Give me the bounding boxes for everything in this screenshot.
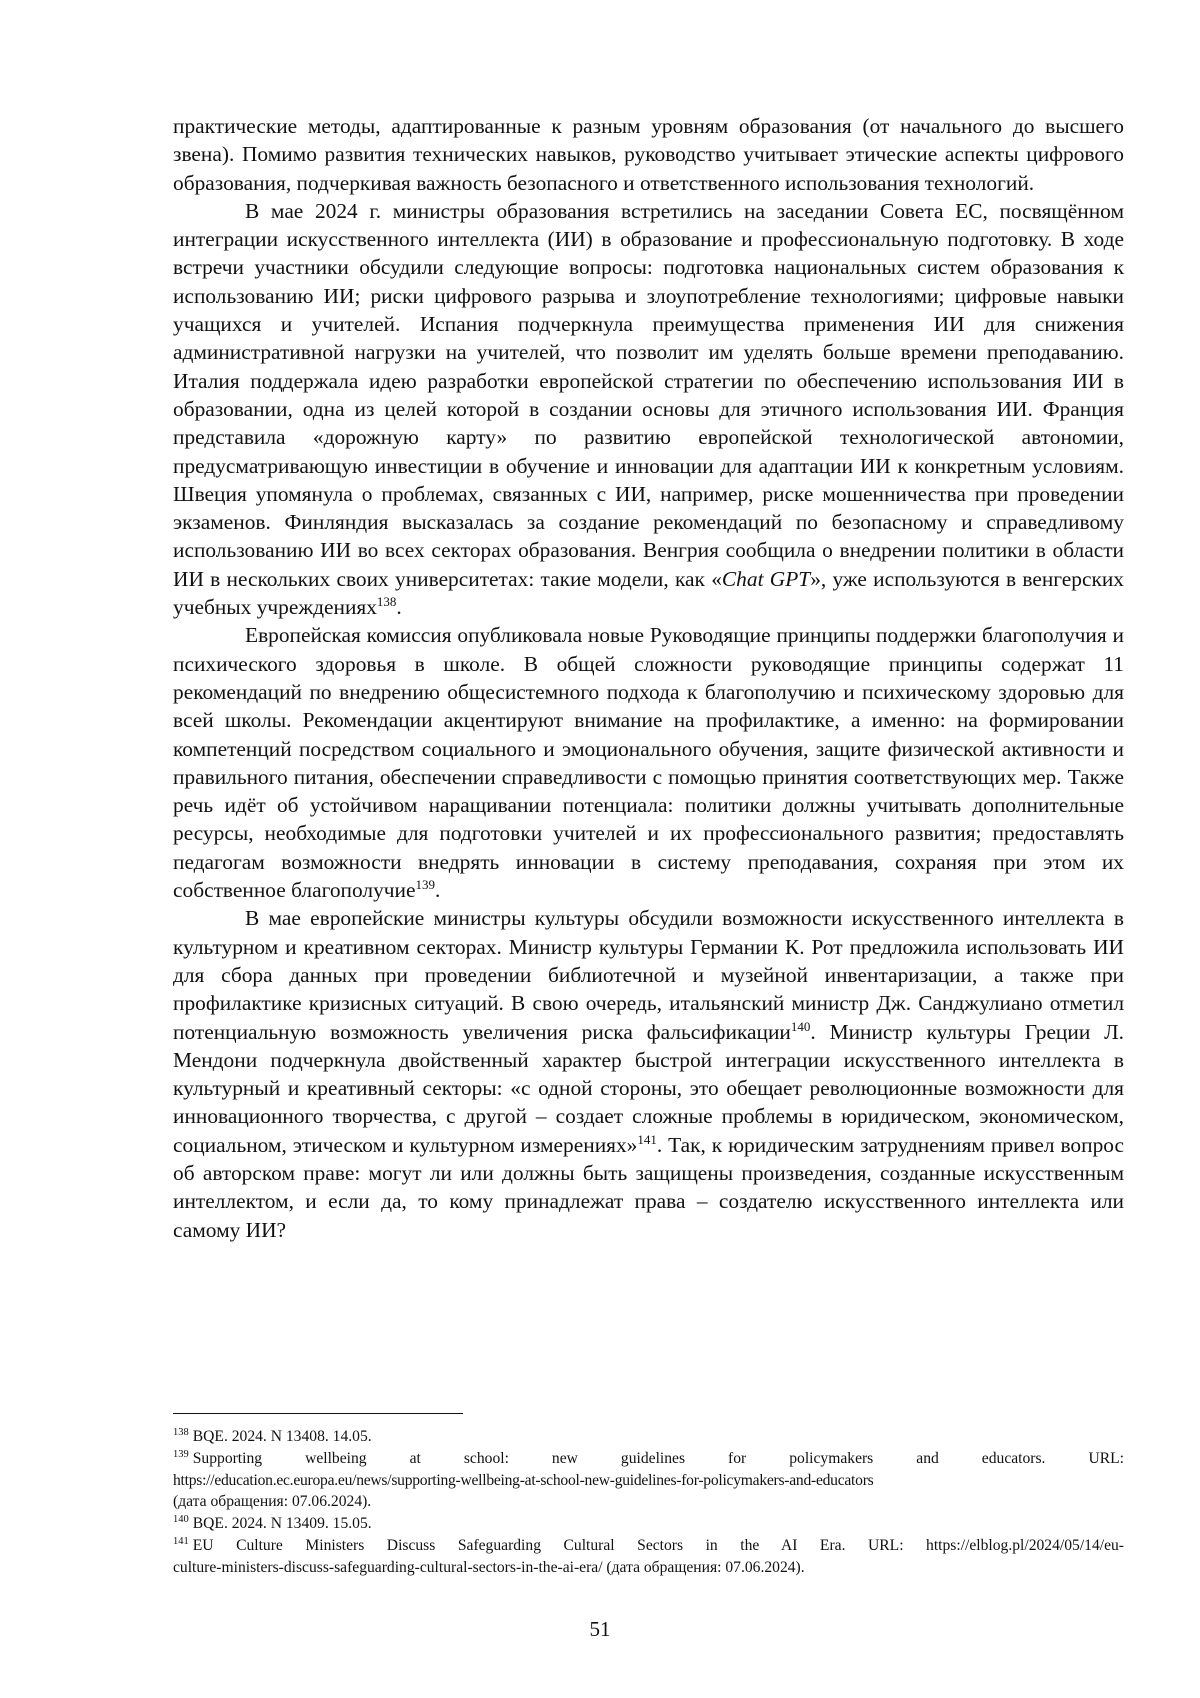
paragraph-text: . Так, к юридическим затруднениям привел вопрос об авторском праве: могут ли или должны быть защищены произведения, созданные искусственным интеллектом, и если да, то кому принадлежат права – создателю искусственного интеллекта или самому ИИ? [173,1132,1124,1242]
footnote-139 [173,1448,1124,1470]
footnote-number: 139 [173,1448,189,1460]
footnote-ref-138[interactable]: 138 [376,593,397,609]
footnote-number: 141 [173,1535,189,1547]
footnote-141-cont[interactable]: culture-ministers-discuss-safeguarding-cultural-sectors-in-the-ai-era/ (дата обращения: 07.06.2024). [173,1558,805,1576]
footnote-ref-140[interactable]: 140 [790,1018,811,1034]
footnotes [173,1426,1124,1579]
chat-gpt-italic: Chat GPT [721,566,811,591]
footnote-141 [173,1535,1124,1557]
footnote-separator [173,1413,463,1414]
paragraph-end: . [396,595,402,620]
footnote-text: BQE. 2024. N 13409. 15.05. [192,1515,372,1533]
footnote-139-date: (дата обращения: 07.06.2024). [173,1493,372,1511]
paragraph-text: », уже используются в венгерских учебных учреждениях [173,566,1124,620]
footnote-139-url[interactable]: https://education.ec.europa.eu/news/supporting-wellbeing-at-school-new-guidelines-for-policymakers-and-educators [173,1471,874,1489]
footnote-number: 138 [173,1426,189,1438]
paragraph-text: Европейская комиссия опубликовала новые Руководящие принципы поддержки благополучия и психического здоровья в школе. В общей сложности руководящие принципы содержат 11 рекомендаций по внедрению общесистемного подхода к благополучию и психическому здоровью для всей школы. Рекомендации акцентируют внимание на профилактике, а именно: на формировании компетенций посредством социального и эмоционального обучения, защите физической активности и правильного питания, обеспечении справедливости с помощью принятия соответствующих мер. Также речь идёт об устойчивом наращивании потенциала: политики должны учитывать дополнительные ресурсы, необходимые для подготовки учителей и их профессионального развития; предоставлять педагогам возможности внедрять инновации в систему преподавания, сохраняя при этом их собственное благополучие [173,623,1124,903]
paragraph-text: В мае 2024 г. министры образования встретились на заседании Совета ЕС, посвящённом интеграции искусственного интеллекта (ИИ) в образование и профессиональную подготовку. В ходе встречи участники обсудили следующие вопросы: подготовка национальных систем образования к использованию ИИ; риски цифрового разрыва и злоупотребление технологиями; цифровые навыки учащихся и учителей. Испания подчеркнула преимущества применения ИИ для снижения административной нагрузки на учителей, что позволит им уделять больше времени преподаванию. Италия поддержала идею разработки европейской стратегии по обеспечению использования ИИ в образовании, одна из целей которой в создании основы для этичного использования ИИ. Франция представила «дорожную карту» по развитию европейской технологической автономии, предусматривающую инвестиции в обучение и инновации для адаптации ИИ к конкретным условиям. Швеция упомянула о проблемах, связанных с ИИ, например, риске мошенничества при проведении экзаменов. Финляндия высказалась за создание рекомендаций по безопасному и справедливому использованию ИИ во всех секторах образования. Венгрия сообщила о внедрении политики в области ИИ в нескольких своих университетах: такие модели, как « [173,198,1124,591]
footnote-ref-141[interactable]: 141 [637,1131,657,1147]
paragraph-culture-ministers [173,904,1124,1244]
paragraph-text: В мае европейские министры культуры обсудили возможности искусственного интеллекта в культурном и креативном секторах. Министр культуры Германии К. Рот предложила использовать ИИ для сбора данных при проведении библиотечной и музейной инвентаризации, а также при профилактике кризисных ситуаций. В свою очередь, итальянский министр Дж. Санджулиано отметил потенциальную возможность увеличения риска фальсификации [173,906,1124,1044]
footnote-number: 140 [173,1514,189,1525]
page-number: 51 [589,1617,611,1641]
footnote-text[interactable]: EU Culture Ministers Discuss Safeguarding Cultural Sectors in the AI Era. URL: https://elblog.pl/2024/05/14/eu- [192,1536,1124,1554]
paragraph-text: . Министр культуры Греции Л. Мендони подчеркнула двойственный характер быстрой интеграции искусственного интеллекта в культурный и креативный секторы: «с одной стороны, это обещает революционные возможности для инновационного творчества, с другой – создает сложные проблемы в юридическом, экономическом, социальном, этическом и культурном измерениях» [173,1019,1124,1157]
footnote-140 [173,1513,1124,1535]
paragraph-intro: практические методы, адаптированные к разным уровням образования (от начального до высшего звена). Помимо развития технических навыков, руководство учитывает этические аспекты цифрового образования, подчеркивая важность безопасного и ответственного использования технологий. [173,114,1124,195]
paragraph-end: . [434,878,441,903]
footnote-ref-139[interactable]: 139 [415,876,435,892]
main-text [173,112,1124,1244]
paragraph-wellbeing [173,621,1124,904]
paragraph-eu-council [173,197,1124,621]
footnote-text: Supporting wellbeing at school: new guidelines for policymakers and educators. URL: [192,1449,1124,1467]
footnote-138 [173,1426,1124,1448]
footnote-text: BQE. 2024. N 13408. 14.05. [192,1428,372,1445]
